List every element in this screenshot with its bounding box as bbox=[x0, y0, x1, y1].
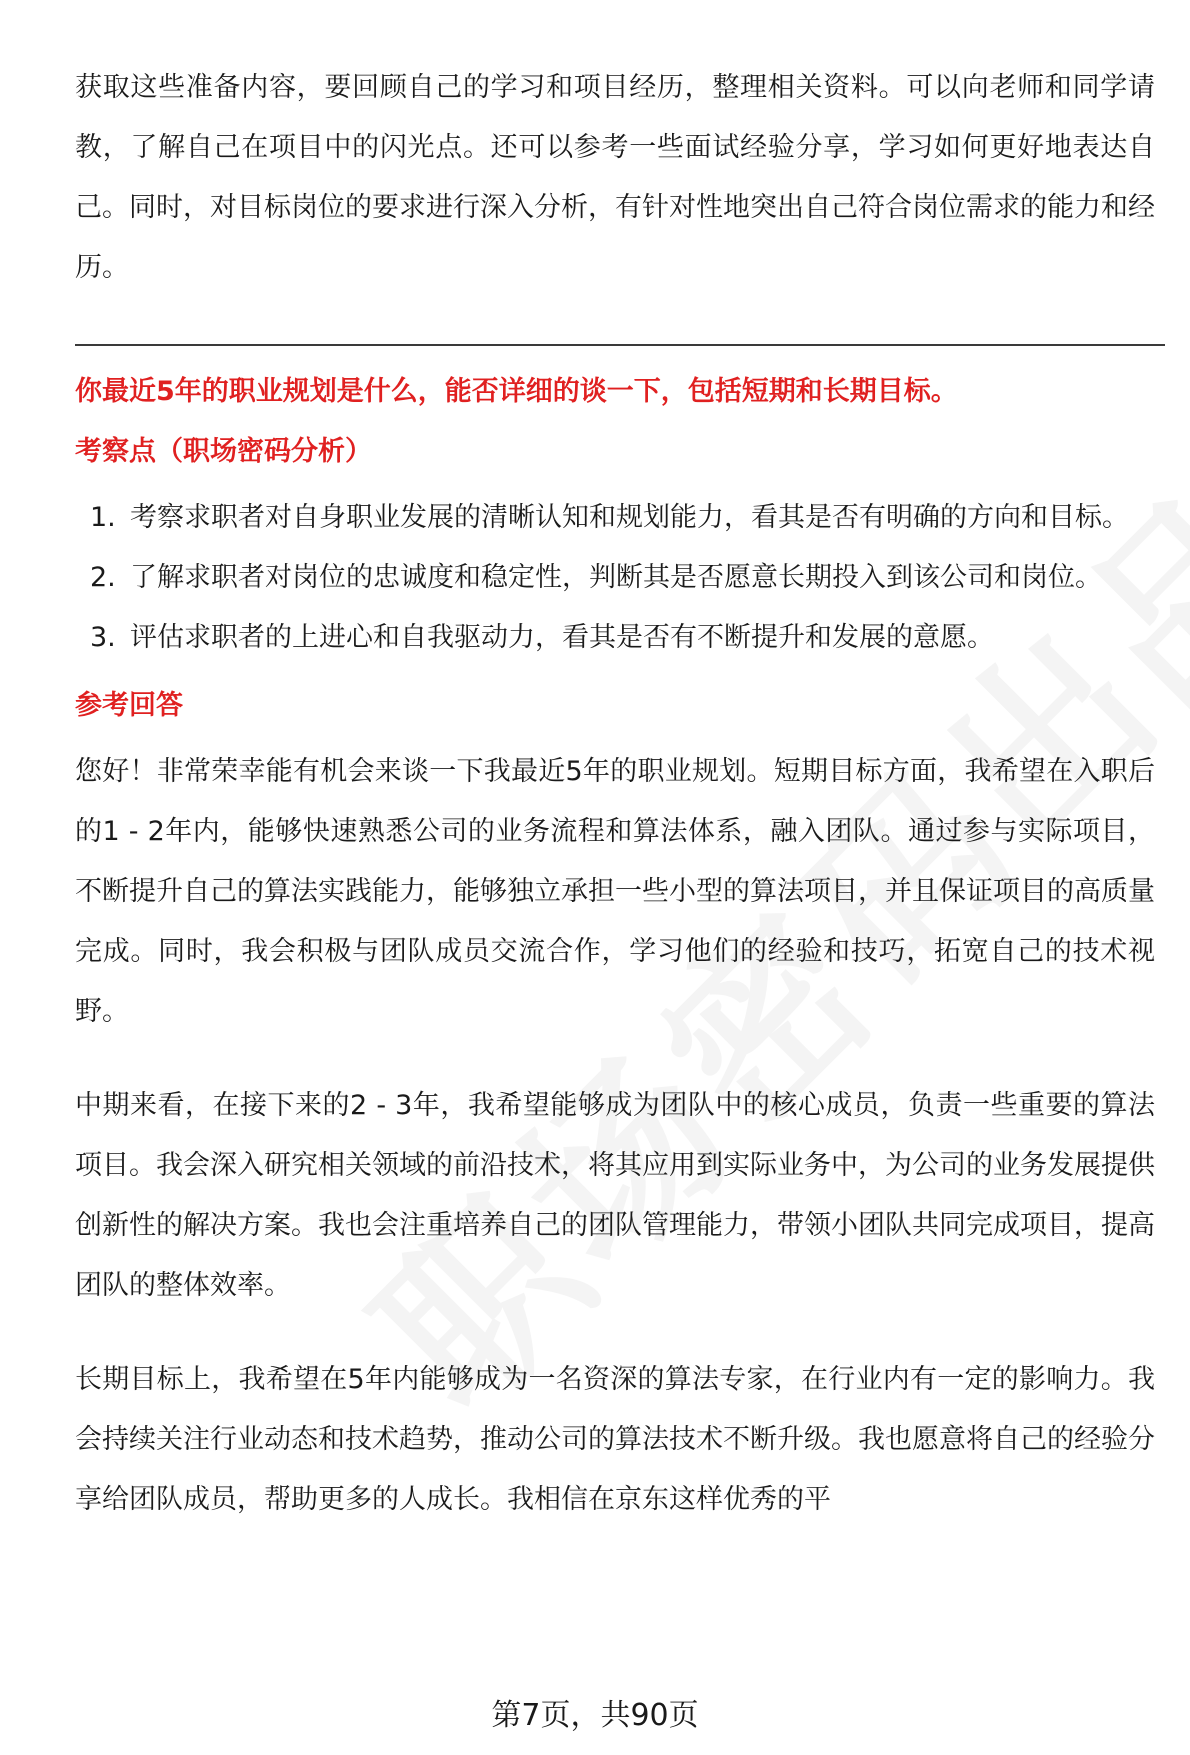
document-page bbox=[75, 58, 1155, 1530]
answer-paragraph-long-term: 长期目标上，我希望在5年内能够成为一名资深的算法专家，在行业内有一定的影响力。我会持续关注行业动态和技术趋势，推动公司的算法技术不断升级。我也愿意将自己的经验分享给团队成员，帮助更多的人成长。我相信在京东这样优秀的平 bbox=[75, 1364, 1155, 1515]
answer-paragraph-short-term: 您好！非常荣幸能有机会来谈一下我最近5年的职业规划。短期目标方面，我希望在入职后的1 - 2年内，能够快速熟悉公司的业务流程和算法体系，融入团队。通过参与实际项目，不断提升自己的算法实践能力，能够独立承担一些小型的算法项目，并且保证项目的高质量完成。同时，我会积极与团队成员交流合作，学习他们的经验和技巧，拓宽自己的技术视野。 bbox=[75, 756, 1155, 1027]
answer-title: 参考回答 bbox=[75, 690, 183, 721]
assessment-title: 考察点（职场密码分析） bbox=[75, 436, 372, 467]
assessment-item-number: 1. bbox=[90, 502, 116, 533]
assessment-item-text: 了解求职者对岗位的忠诚度和稳定性，判断其是否愿意长期投入到该公司和岗位。 bbox=[130, 562, 1102, 593]
answer-paragraph-mid-term: 中期来看，在接下来的2 - 3年，我希望能够成为团队中的核心成员，负责一些重要的算法项目。我会深入研究相关领域的前沿技术，将其应用到实际业务中，为公司的业务发展提供创新性的解决方案。我也会注重培养自己的团队管理能力，带领小团队共同完成项目，提高团队的整体效率。 bbox=[75, 1090, 1155, 1301]
assessment-item bbox=[75, 548, 1155, 608]
assessment-list bbox=[75, 488, 1155, 668]
section-divider bbox=[75, 344, 1165, 346]
intro-paragraph: 获取这些准备内容，要回顾自己的学习和项目经历，整理相关资料。可以向老师和同学请教，了解自己在项目中的闪光点。还可以参考一些面试经验分享，学习如何更好地表达自己。同时，对目标岗位的要求进行深入分析，有针对性地突出自己符合岗位需求的能力和经历。 bbox=[75, 72, 1155, 283]
assessment-item-number: 2. bbox=[90, 562, 116, 593]
assessment-item bbox=[75, 608, 1155, 668]
assessment-item-number: 3. bbox=[90, 622, 116, 653]
assessment-item-text: 评估求职者的上进心和自我驱动力，看其是否有不断提升和发展的意愿。 bbox=[130, 622, 994, 653]
assessment-item bbox=[75, 488, 1155, 548]
page-number-footer: 第7页，共90页 bbox=[491, 1698, 699, 1733]
question-heading: 你最近5年的职业规划是什么，能否详细的谈一下，包括短期和长期目标。 bbox=[75, 376, 958, 407]
assessment-item-text: 考察求职者对自身职业发展的清晰认知和规划能力，看其是否有明确的方向和目标。 bbox=[130, 502, 1129, 533]
